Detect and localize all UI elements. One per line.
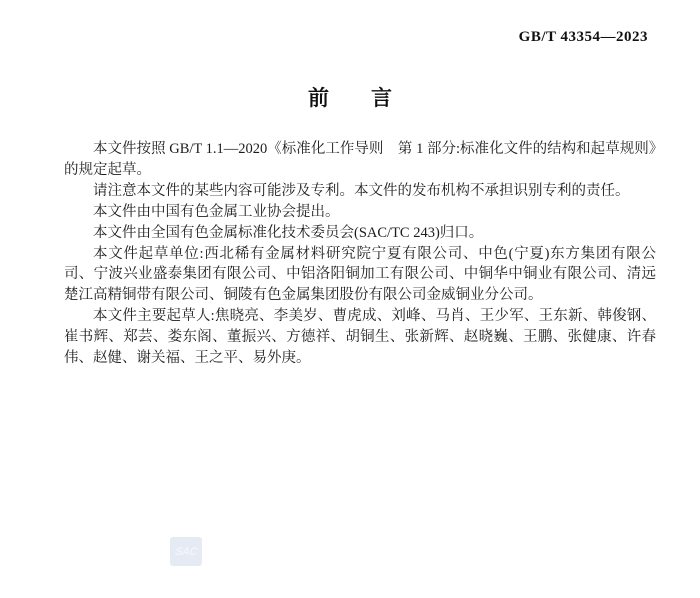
paragraph-drafting-rule: 本文件按照 GB/T 1.1—2020《标准化工作导则 第 1 部分:标准化文件的结构和起草规则》的规定起草。 [64, 141, 656, 178]
page-header [0, 28, 648, 46]
sac-logo-text: SAC [174, 545, 198, 558]
paragraph-drafting-organizations: 本文件起草单位:西北稀有金属材料研究院宁夏有限公司、中色(宁夏)东方集团有限公司、宁波兴业盛泰集团有限公司、中铝洛阳铜加工有限公司、中铜华中铜业有限公司、清远楚江高精铜带有限公司、铜陵有色金属集团股份有限公司金威铜业分公司。 [64, 245, 656, 304]
paragraph-proposed-by: 本文件由中国有色金属工业协会提出。 [93, 203, 340, 220]
standard-number: GB/T 43354—2023 [518, 29, 648, 45]
sac-watermark-icon [170, 537, 202, 566]
paragraph-centralized-by: 本文件由全国有色金属标准化技术委员会(SAC/TC 243)归口。 [93, 224, 484, 241]
page-title: 前 言 [308, 86, 392, 110]
paragraph-main-drafters: 本文件主要起草人:焦晓亮、李美岁、曹虎成、刘峰、马肖、王少军、王东新、韩俊钢、崔书辉、郑芸、娄东阁、董振兴、方德祥、胡铜生、张新辉、赵晓巍、王鹏、张健康、许春伟、赵健、谢关福、王之平、易外庚。 [64, 308, 656, 367]
foreword-body [64, 139, 656, 369]
paragraph-patent-notice: 请注意本文件的某些内容可能涉及专利。本文件的发布机构不承担识别专利的责任。 [93, 182, 630, 199]
